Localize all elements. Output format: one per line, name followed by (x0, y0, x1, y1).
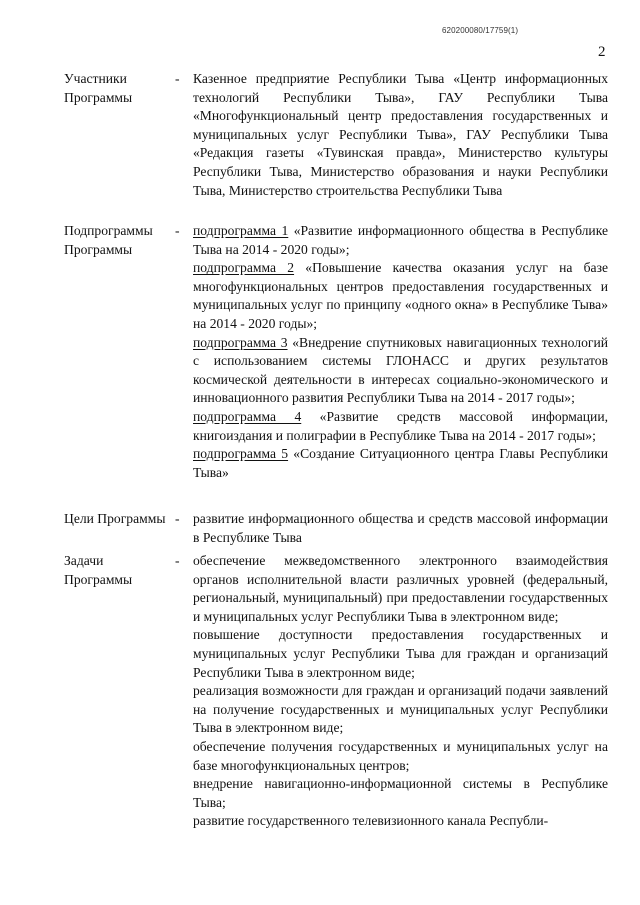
subprogram-link-4[interactable]: подпрограмма 4 (193, 408, 302, 424)
section-label: Участники Программы (64, 71, 133, 105)
subprogram-link-5[interactable]: подпрограмма 5 (193, 446, 289, 462)
subprogram-link-1[interactable]: подпрограмма 1 (193, 223, 289, 238)
section-dash: - (175, 511, 180, 526)
paragraph: подпрограмма 2 «Повышение качества оказания услуг на базе многофункциональных центров предоставления государственных и муниципальных услуг по принципу «одного окна» в Республике Тыва» на 2014 - 2020 годы»; (193, 260, 608, 331)
section-dash: - (175, 71, 180, 86)
section-label: Цели Программы (64, 511, 166, 526)
paragraph: подпрограмма 1 «Развитие информационного общества в Республике Тыва на 2014 - 2020 годы»; (193, 223, 609, 257)
document-id: 620200080/17759(1) (442, 26, 519, 35)
paragraph: подпрограмма 4 «Развитие средств массовой информации, книгоиздания и полиграфии в Республике Тыва на 2014 - 2017 годы»; (193, 408, 608, 443)
subprogram-link-3[interactable]: подпрограмма 3 (193, 334, 288, 350)
section-content (193, 222, 608, 482)
paragraph: реализация возможности для граждан и организаций подачи заявлений на получение государственных и муниципальных услуг Республики Тыва в электронном виде; (193, 683, 608, 736)
section-content (193, 70, 608, 200)
section-content (193, 552, 608, 831)
section-label: Подпрограммы Программы (64, 223, 153, 257)
paragraph: развитие государственного телевизионного канала Республи- (193, 813, 549, 829)
paragraph: обеспечение получения государственных и муниципальных услуг на базе многофункциональных центров; (193, 738, 608, 773)
paragraph: внедрение навигационно-информационной системы в Республике Тыва; (193, 776, 608, 810)
section-content (193, 510, 608, 547)
section-dash: - (175, 553, 180, 568)
page-number: 2 (598, 44, 606, 60)
paragraph: подпрограмма 5 «Создание Ситуационного центра Главы Республики Тыва» (193, 446, 608, 480)
paragraph: повышение доступности предоставления государственных и муниципальных услуг Республики Тыва для граждан и организаций Республики Тыва в электронном виде; (193, 627, 608, 680)
paragraph: развитие информационного общества и средств массовой информации в Республике Тыва (193, 511, 608, 545)
section-dash: - (175, 223, 180, 238)
paragraph: подпрограмма 3 «Внедрение спутниковых навигационных технологий с использованием системы ГЛОНАСС и других результатов космической деятельности в интересах социально-экономического и инновационного развития Республики Тыва на 2014 - 2017 годы»; (193, 334, 608, 406)
paragraph: обеспечение межведомственного электронного взаимодействия органов исполнительной власти различных уровней (федеральный, региональный, муниципальный) при предоставлении государственных и муниципальных услуг Республики Тыва в электронном виде; (193, 553, 608, 624)
paragraph: Казенное предприятие Республики Тыва «Центр информационных технологий Республики Тыва», ГАУ Республики Тыва «Многофункциональный центр предоставления государственных и муниципальных услуг Республики Тыва», ГАУ Республики Тыва «Редакция газеты «Тувинская правда», Министерство культуры Республики Тыва, Министерство образования и науки Республики Тыва, Министерство строительства Республики Тыва (193, 71, 608, 198)
subprogram-link-2[interactable]: подпрограмма 2 (193, 260, 295, 276)
section-label: Задачи Программы (64, 553, 133, 587)
